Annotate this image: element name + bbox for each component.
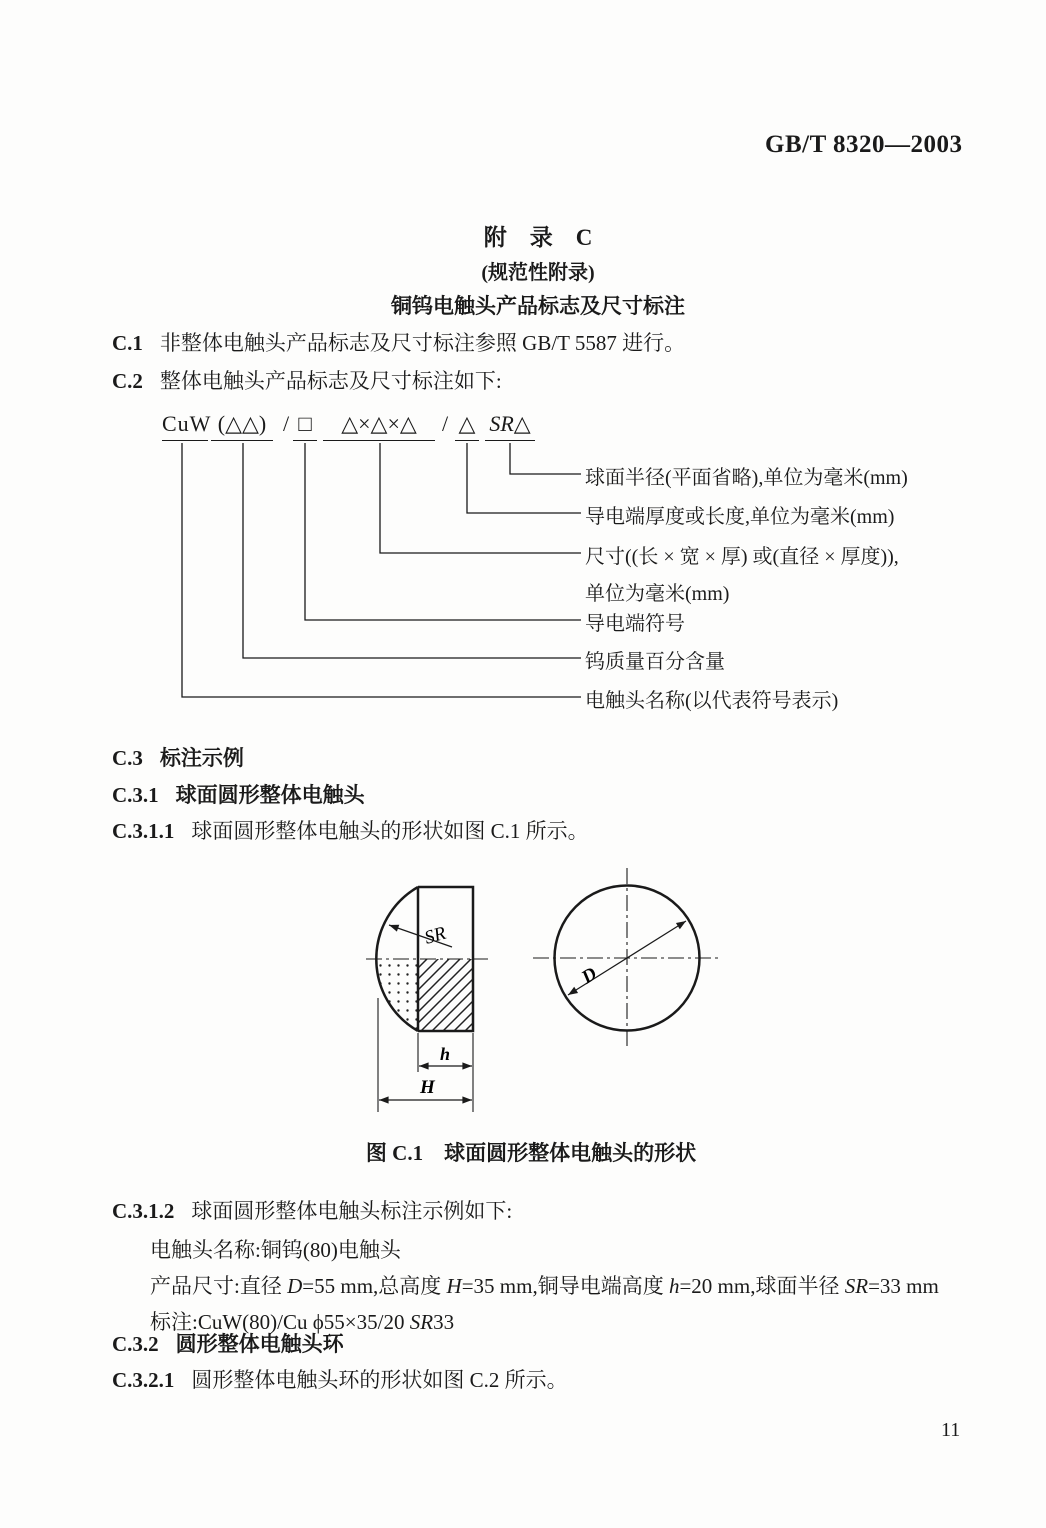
clause-c311 [112, 818, 589, 844]
clause-c312 [112, 1198, 512, 1224]
standard-code: GB/T 8320—2003 [765, 131, 963, 158]
callout-lines-svg [0, 0, 620, 720]
appendix-title: 附 录 C [483, 225, 593, 250]
size-var-h: h [668, 1274, 680, 1298]
clause-c32-text: 圆形整体电触头环 [175, 1332, 344, 1356]
D-dimension-label: D [577, 963, 601, 989]
h-dimension-label: h [440, 1044, 451, 1064]
clause-c31 [112, 782, 365, 808]
formula-contact-name: CuW [162, 411, 208, 441]
copper-hatched-region [418, 959, 473, 1031]
leader-thickness [467, 443, 581, 513]
example-contact-name-line: 电触头名称:铜钨(80)电触头 [150, 1238, 401, 1262]
appendix-heading: 铜钨电触头产品标志及尺寸标注 [391, 294, 685, 318]
formula-dimensions: △×△×△ [323, 411, 435, 441]
size-var-SR: SR [844, 1274, 869, 1298]
formula-tungsten-content: (△△) [211, 411, 273, 441]
marking-text: 标注:CuW(80)/Cu ϕ55×35/20 [150, 1310, 410, 1334]
clause-c32 [112, 1331, 344, 1357]
formula-slash-1: / [282, 411, 290, 436]
size-text-2: =55 mm,总高度 [302, 1274, 447, 1298]
callout-label-dimensions-line2: 单位为毫米(mm) [585, 583, 730, 605]
formula-terminal-symbol: □ [293, 411, 317, 441]
callout-label-contact-name: 电触头名称(以代表符号表示) [585, 690, 839, 712]
clause-c31-number: C.3.1 [112, 783, 159, 807]
size-text-1: 产品尺寸:直径 [150, 1274, 288, 1298]
callout-label-dimensions-line1: 尺寸((长 × 宽 × 厚) 或(直径 × 厚度)), [585, 546, 899, 568]
appendix-subtitle: (规范性附录) [481, 262, 595, 284]
front-view [533, 868, 718, 1050]
clause-c311-number: C.3.1.1 [112, 819, 175, 843]
callout-label-tungsten-content: 钨质量百分含量 [585, 651, 725, 673]
callout-label-terminal-symbol: 导电端符号 [585, 613, 685, 635]
figure-c1-caption: 图 C.1 球面圆形整体电触头的形状 [365, 1141, 697, 1165]
clause-c31-text: 球面圆形整体电触头 [175, 783, 365, 807]
size-var-D: D [287, 1274, 303, 1298]
clause-c32-number: C.3.2 [112, 1332, 159, 1356]
marking-value: 33 [433, 1310, 455, 1334]
sr-dimension-label: SR [422, 922, 449, 949]
leader-sphere-radius [510, 443, 581, 474]
clause-c312-number: C.3.1.2 [112, 1199, 175, 1223]
formula-thickness: △ [455, 411, 479, 441]
clause-c312-text: 球面圆形整体电触头标注示例如下: [191, 1199, 513, 1223]
marking-var-SR: SR [409, 1310, 434, 1334]
clause-c311-text: 球面圆形整体电触头的形状如图 C.1 所示。 [191, 819, 589, 843]
clause-c321-number: C.3.2.1 [112, 1368, 175, 1392]
leader-dimensions [380, 443, 581, 553]
clause-c2-text: 整体电触头产品标志及尺寸标注如下: [159, 369, 502, 393]
clause-c321-text: 圆形整体电触头环的形状如图 C.2 所示。 [191, 1368, 568, 1392]
side-view [366, 887, 488, 1112]
clause-c3-number: C.3 [112, 746, 143, 770]
size-text-4: =20 mm,球面半径 [679, 1274, 845, 1298]
size-var-H: H [446, 1274, 462, 1298]
leader-contact-name [182, 443, 581, 697]
callout-label-sphere-radius: 球面半径(平面省略),单位为毫米(mm) [585, 467, 908, 489]
size-text-3: =35 mm,铜导电端高度 [461, 1274, 669, 1298]
H-dimension-label: H [420, 1077, 435, 1098]
size-text-5: =33 mm [868, 1274, 939, 1298]
leader-terminal-symbol [305, 443, 581, 620]
leader-tungsten-content [243, 443, 581, 658]
tungsten-dotted-region [376, 959, 418, 1031]
formula-slash-2: / [441, 411, 449, 436]
callout-leader-lines [182, 443, 581, 697]
clause-c2-number: C.2 [112, 369, 143, 393]
figure-c1-drawing [340, 855, 735, 1125]
clause-c321 [112, 1367, 568, 1393]
clause-c1-number: C.1 [112, 331, 143, 355]
page-number: 11 [941, 1419, 961, 1441]
callout-label-thickness: 导电端厚度或长度,单位为毫米(mm) [585, 506, 895, 528]
formula-sphere-radius: SR△ [485, 411, 535, 441]
example-size-line [150, 1270, 939, 1300]
clause-c3-text: 标注示例 [159, 746, 244, 770]
clause-c1-text: 非整体电触头产品标志及尺寸标注参照 GB/T 5587 进行。 [159, 331, 686, 355]
clause-c3 [112, 745, 244, 771]
